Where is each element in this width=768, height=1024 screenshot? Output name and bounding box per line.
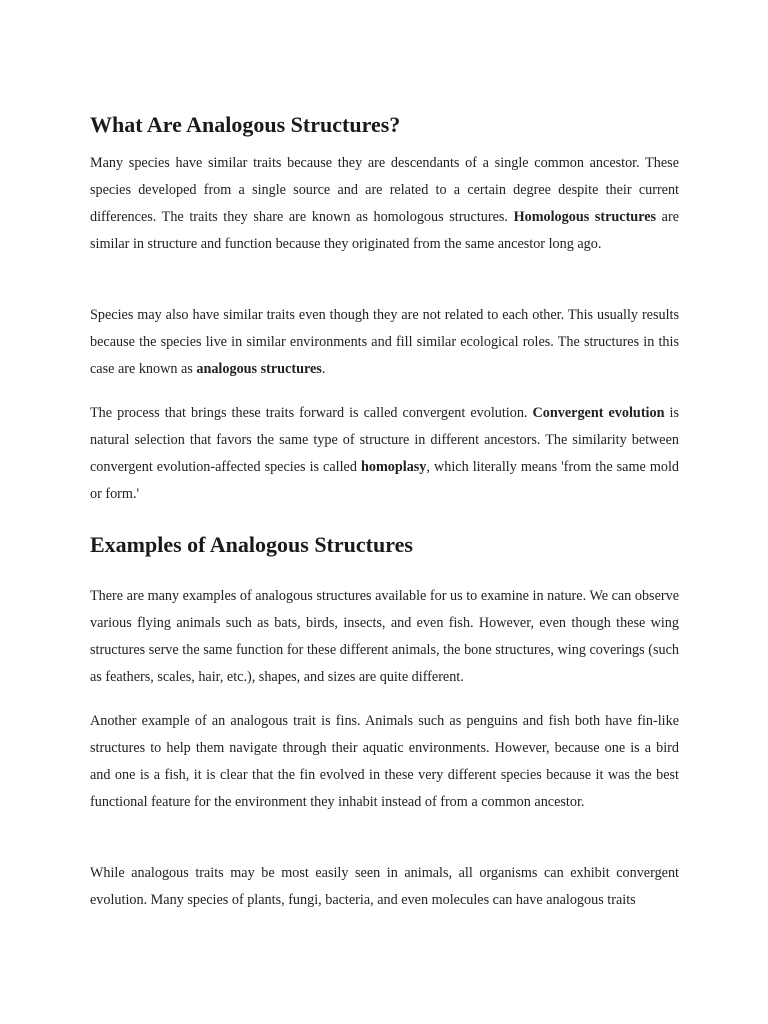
paragraph-text: , which literally means 'from the same mold or form.' [90,459,679,502]
paragraph [90,150,679,258]
paragraph [90,400,679,508]
section-heading: What Are Analogous Structures? [90,112,401,137]
paragraph-text: Species may also have similar traits even though they are not related to each other. This usually results because the species live in similar environments and fill similar ecological roles. The structures in this case are known as [90,307,679,377]
paragraph-text: Another example of an analogous trait is fins. Animals such as penguins and fish both have fin-like structures to help them navigate through their aquatic environments. However, because one is a bird and one is a fish, it is clear that the fin evolved in these very different species because it was the best functional feature for the environment they inhabit instead of from a common ancestor. [90,713,679,810]
bold-term: Convergent evolution [532,405,665,421]
bold-term: analogous structures [196,361,322,377]
paragraph-text: Many species have similar traits because they are descendants of a single common ancestor. These species developed from a single source and are related to a certain degree despite their current differences. The traits they share are known as homologous structures. [90,155,679,225]
paragraph [90,302,679,383]
bold-term: Homologous structures [513,209,657,225]
paragraph [90,708,679,816]
paragraph-text: The process that brings these traits forward is called convergent evolution. [90,405,533,421]
paragraph [90,860,679,914]
paragraph-text: . [321,361,326,377]
paragraph-text: is natural selection that favors the same type of structure in different ancestors. The similarity between convergent evolution-affected species is called [90,405,679,475]
paragraph-text: are similar in structure and function because they originated from the same ancestor long ago. [90,209,679,252]
paragraph-text: While analogous traits may be most easily seen in animals, all organisms can exhibit convergent evolution. Many species of plants, fungi, bacteria, and even molecules can have analogous traits [90,865,679,908]
paragraph [90,583,679,691]
bold-term: homoplasy [360,459,427,475]
section-heading: Examples of Analogous Structures [90,532,413,557]
paragraph-text: There are many examples of analogous structures available for us to examine in nature. We can observe various flying animals such as bats, birds, insects, and even fish. However, even though these wing structures serve the same function for these different animals, the bone structures, wing coverings (such as feathers, scales, hair, etc.), shapes, and sizes are quite different. [90,588,679,685]
